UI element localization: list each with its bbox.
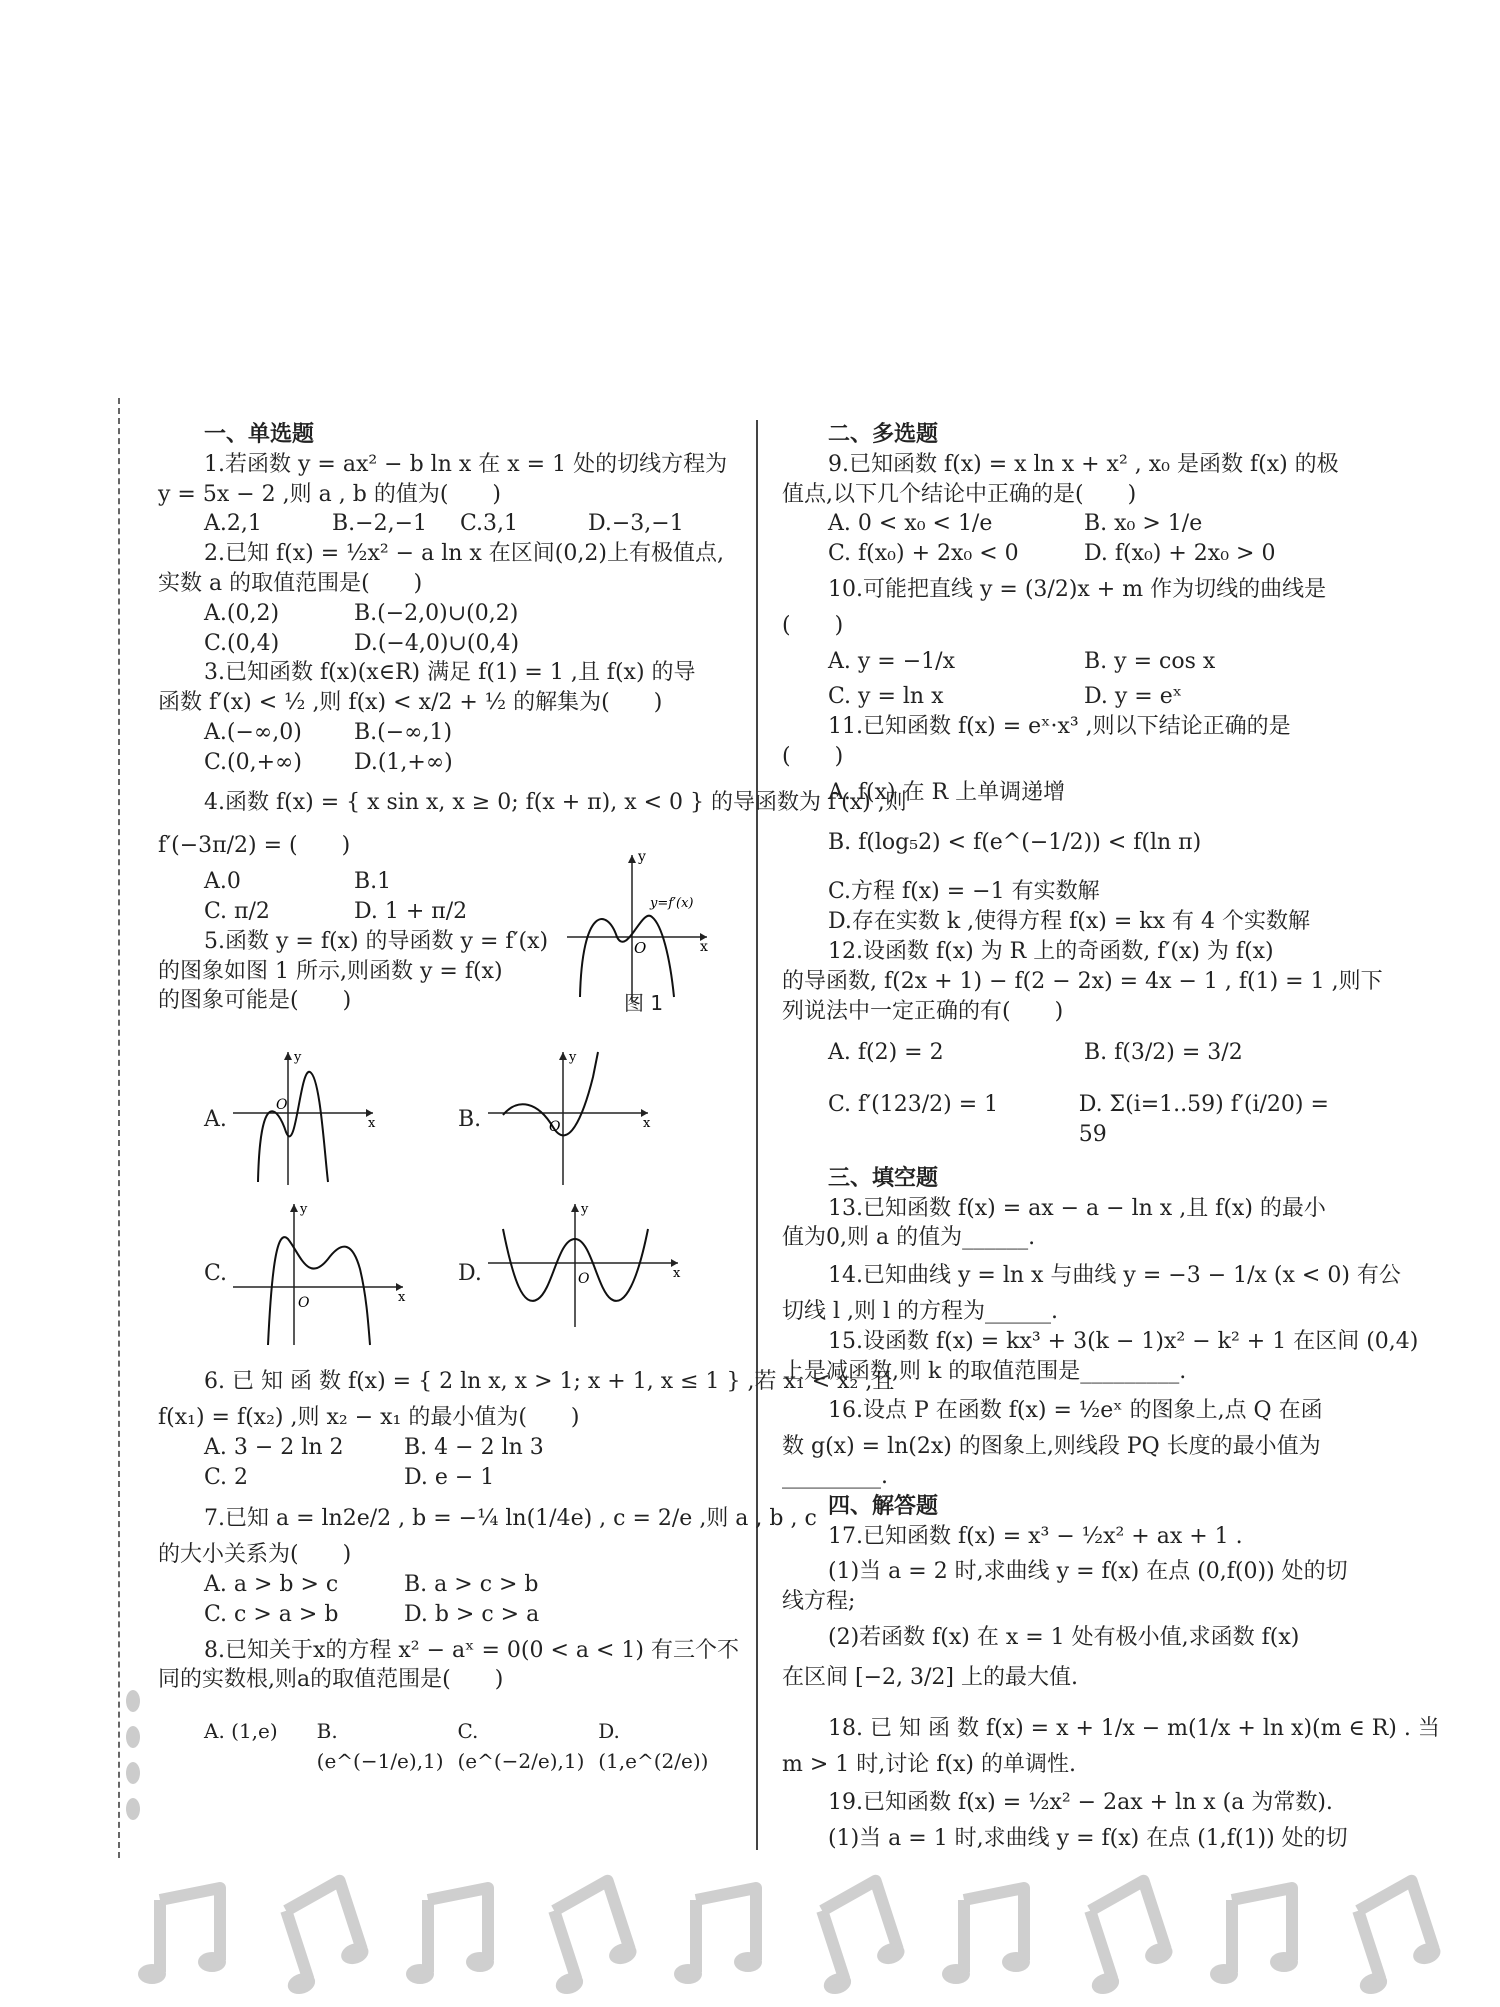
option: B.−2,−1 [332,511,428,537]
question-text: (1)当 a = 2 时,求曲线 y = f(x) 在点 (0,f(0)) 处的切 [828,1559,1348,1585]
option-row [158,1463,728,1493]
section-heading: 一、单选题 [204,422,315,447]
option: B. y = cos x [1084,648,1216,674]
option: C.3,1 [460,511,519,537]
question-text: 的导函数, f(2x + 1) − f(2 − 2x) = 4x − 1 , f(1) = 1 ,则下 [782,968,1383,994]
section-heading: 四、解答题 [828,1493,939,1519]
music-note-icon [1066,1879,1179,1997]
question-text: _________. [782,1463,888,1489]
option: B.(−∞,1) [354,719,453,745]
question-text: ( ) [782,612,844,638]
question-text: (2)若函数 f(x) 在 x = 1 处有极小值,求函数 f(x) [828,1624,1300,1650]
option: C. π/2 [204,898,270,924]
music-note-icon [942,1888,1030,1984]
music-note-icon [530,1879,643,1997]
question-text: 1.若函数 y = ax² − b ln x 在 x = 1 处的切线方程为 [204,451,728,477]
axis-y-label: y [581,1202,589,1218]
axis-y-label: y [300,1202,308,1218]
question-text: 4.函数 f(x) = { x sin x, x ≥ 0; f(x + π), x < 0 } 的导函数为 f′(x) ,则 [204,789,907,815]
option-row [782,1038,1358,1068]
question-text: 11.已知函数 f(x) = eˣ·x³ ,则以下结论正确的是 [828,714,1291,740]
option: A. (1,e) [204,1719,278,1744]
question-text: 的图象如图 1 所示,则函数 y = f(x) [158,958,503,984]
graph-option-label: D. [458,1261,482,1287]
option-row [782,509,1358,539]
axis-origin-label: O [298,1295,310,1312]
right-column [782,420,1440,1854]
option: B. (e^(−1/e),1) [316,1719,444,1773]
option-row [158,509,728,539]
option-row [158,1600,728,1630]
answer-graphs [158,1047,728,1347]
question-text: m > 1 时,讨论 f(x) 的单调性. [782,1752,1076,1778]
question-text: y = 5x − 2 ,则 a , b 的值为( ) [158,481,501,507]
option-row [158,748,728,778]
option: B. f(log₅2) < f(e^(−1/2)) < f(ln π) [828,829,1202,855]
question-text: 在区间 [−2, 3/2] 上的最大值. [782,1664,1078,1690]
option: A.0 [204,869,241,895]
option: A. f(x) 在 R 上单调递增 [828,779,1066,805]
axis-origin-label: O [276,1097,288,1114]
graph-b [483,1047,653,1187]
question-text: 上是减函数,则 k 的取值范围是_________. [782,1358,1187,1384]
question-text: 9.已知函数 f(x) = x ln x + x² , x₀ 是函数 f(x) 的极 [828,451,1339,477]
option: D. Σ(i=1..59) f′(i/20) = 59 [1078,1092,1329,1147]
figure-1-derivative-graph [562,847,712,1007]
option: D. f(x₀) + 2x₀ > 0 [1084,541,1276,567]
option: B.(−2,0)∪(0,2) [354,600,519,626]
axis-origin-label: O [634,939,647,958]
music-note-icon [1210,1888,1298,1984]
option: D. y = eˣ [1084,684,1183,710]
question-text: 数 g(x) = ln(2x) 的图象上,则线段 PQ 长度的最小值为 [782,1434,1321,1460]
question-text: (1)当 a = 1 时,求曲线 y = f(x) 在点 (1,f(1)) 处的切 [828,1825,1348,1851]
question-text: 的图象可能是( ) [158,988,352,1014]
option: B. x₀ > 1/e [1084,511,1203,537]
axis-origin-label: O [578,1271,590,1288]
section-heading: 三、填空题 [828,1165,939,1191]
option: D. e − 1 [404,1464,495,1490]
option: A.2,1 [204,511,262,537]
question-text: f(x₁) = f(x₂) ,则 x₂ − x₁ 的最小值为( ) [158,1404,580,1430]
option: A. y = −1/x [828,648,955,674]
axis-x-label: x [643,1116,651,1132]
question-text: 6. 已 知 函 数 f(x) = { 2 ln x, x > 1; x + 1, x ≤ 1 } ,若 x₁ < x₂ ,且 [204,1369,895,1395]
option: C.方程 f(x) = −1 有实数解 [828,879,1100,905]
axis-y-label: y [569,1050,577,1066]
option: D. b > c > a [404,1601,540,1627]
music-note-icon [674,1888,762,1984]
option-row [782,1090,1358,1150]
question-text: 14.已知曲线 y = ln x 与曲线 y = −3 − 1/x (x < 0) 有公 [828,1263,1401,1289]
option: B. f(3/2) = 3/2 [1084,1040,1243,1066]
question-text: 12.设函数 f(x) 为 R 上的奇函数, f′(x) 为 f(x) [828,938,1274,964]
question-text: 7.已知 a = ln2e/2 , b = −¼ ln(1/4e) , c = 2/e ,则 a , b , c [204,1506,817,1532]
section-heading: 二、多选题 [828,422,939,447]
option: C. f(x₀) + 2x₀ < 0 [828,541,1019,567]
question-text: 值点,以下几个结论中正确的是( ) [782,481,1137,507]
axis-y-label: y [294,1050,302,1066]
axis-y-label: y [638,849,646,866]
music-note-icon [1334,1879,1447,1997]
option-row [158,718,728,748]
question-text: 16.设点 P 在函数 f(x) = ½eˣ 的图象上,点 Q 在函 [828,1398,1323,1424]
music-note-icon [138,1888,226,1984]
option-row [782,647,1358,677]
question-text: 5.函数 y = f(x) 的导函数 y = f′(x) [204,928,549,954]
option-row [158,599,728,629]
question-text: 实数 a 的取值范围是( ) [158,570,423,596]
question-text: 列说法中一定正确的有( ) [782,998,1064,1024]
question-text: 切线 l ,则 l 的方程为______. [782,1298,1059,1324]
option: D.(−4,0)∪(0,4) [354,630,520,656]
option: D.(1,+∞) [354,749,453,775]
option: C.(0,+∞) [204,749,302,775]
figure-caption: 图 1 [624,991,664,1016]
question-text: 值为0,则 a 的值为______. [782,1225,1036,1251]
graph-option-label: C. [204,1261,228,1287]
music-note-border [130,1870,1490,1990]
music-note-icon [406,1888,494,1984]
option: B.1 [354,869,392,895]
option-row [158,1717,728,1777]
question-text: 线方程; [782,1589,856,1615]
graph-d [483,1199,683,1329]
option: A. 0 < x₀ < 1/e [828,511,993,537]
question-text: 8.已知关于x的方程 x² − aˣ = 0(0 < a < 1) 有三个不 [204,1637,740,1663]
option: A.(0,2) [204,600,280,626]
option: C. f′(123/2) = 1 [828,1092,999,1118]
question-text: 2.已知 f(x) = ½x² − a ln x 在区间(0,2)上有极值点, [204,541,724,567]
binding-holes [126,1690,146,1834]
option: D.−3,−1 [588,511,684,537]
question-text: f′(−3π/2) = ( ) [158,833,351,859]
curve-label: y=f′(x) [650,896,694,912]
option: D.存在实数 k ,使得方程 f(x) = kx 有 4 个实数解 [828,909,1311,935]
option: D. 1 + π/2 [354,898,468,924]
music-note-icon [798,1879,911,1997]
question-text: 13.已知函数 f(x) = ax − a − ln x ,且 f(x) 的最小 [828,1195,1326,1221]
option: A. a > b > c [204,1571,339,1597]
graph-option-label: A. [204,1107,227,1133]
column-divider [756,420,758,1850]
option: A. 3 − 2 ln 2 [204,1434,344,1460]
option-row [782,539,1358,569]
option: C. 2 [204,1464,249,1490]
graph-a [228,1047,378,1187]
option: C.(0,4) [204,630,280,656]
question-text: 17.已知函数 f(x) = x³ − ½x² + ax + 1 . [828,1523,1243,1549]
option-row [158,1433,728,1463]
graph-option-label: B. [458,1107,482,1133]
question-text: 的大小关系为( ) [158,1542,352,1568]
graph-c [228,1199,408,1347]
option-row [158,629,728,659]
option: C. y = ln x [828,684,944,710]
option: A. f(2) = 2 [828,1040,944,1066]
question-text: 18. 已 知 函 数 f(x) = x + 1/x − m(1/x + ln x)(m ∈ R) . 当 [828,1716,1440,1742]
option: A.(−∞,0) [204,719,302,745]
axis-x-label: x [398,1290,406,1306]
question-text: 19.已知函数 f(x) = ½x² − 2ax + ln x (a 为常数). [828,1790,1333,1816]
axis-x-label: x [368,1116,376,1132]
option: C. c > a > b [204,1601,339,1627]
option: B. a > c > b [404,1571,539,1597]
binding-dashed-line [118,398,120,1858]
question-text: 10.可能把直线 y = (3/2)x + m 作为切线的曲线是 [828,576,1327,602]
option-row [158,1570,728,1600]
option: B. 4 − 2 ln 3 [404,1434,544,1460]
option: D. (1,e^(2/e)) [598,1719,709,1773]
q4-q5-block [158,849,728,1017]
question-text: ( ) [782,743,844,769]
axis-x-label: x [673,1266,681,1282]
question-text: 15.设函数 f(x) = kx³ + 3(k − 1)x² − k² + 1 在区间 (0,4) [828,1328,1419,1354]
option: C. (e^(−2/e),1) [457,1719,585,1773]
music-note-icon [262,1879,375,1997]
question-text: 函数 f′(x) < ½ ,则 f(x) < x/2 + ½ 的解集为( ) [158,690,663,716]
question-text: 3.已知函数 f(x)(x∈R) 满足 f(1) = 1 ,且 f(x) 的导 [204,660,696,686]
question-text: 同的实数根,则a的取值范围是( ) [158,1667,504,1693]
axis-origin-label: O [549,1119,561,1136]
option-row [782,682,1358,712]
axis-x-label: x [700,939,708,956]
